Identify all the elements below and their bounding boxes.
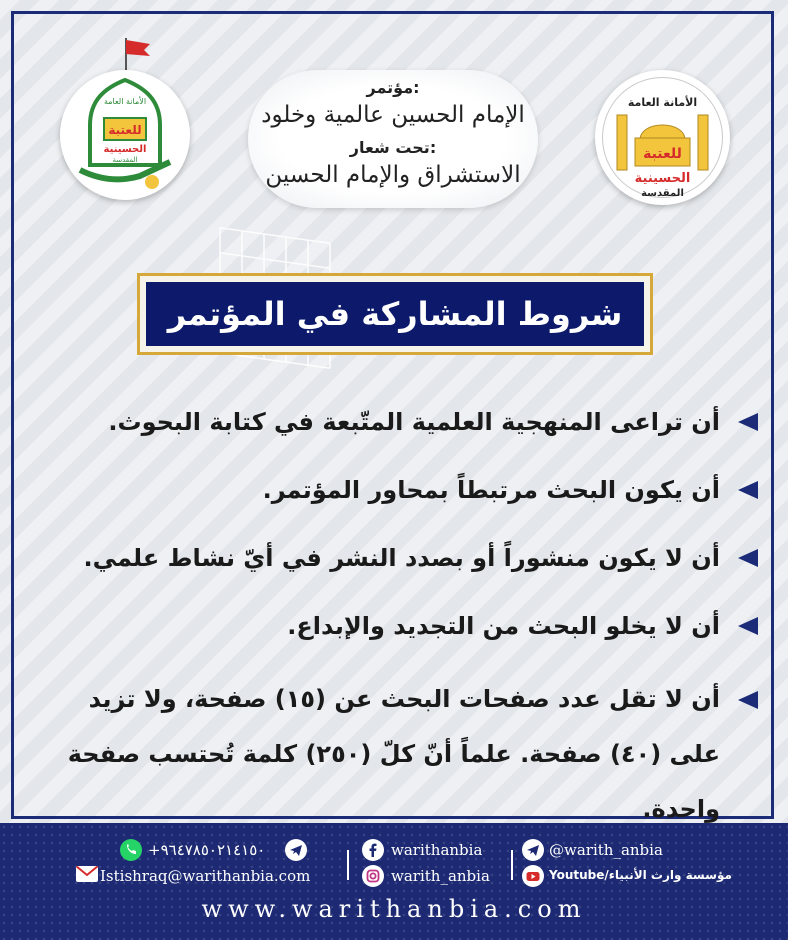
email-address[interactable]: Istishraq@warithanbia.com	[100, 867, 311, 885]
triangle-bullet-icon	[738, 481, 758, 499]
list-item: أن لا تقل عدد صفحات البحث عن (١٥) صفحة، ولا تزيد على (٤٠) صفحة. علماً أنّ كلّ (٢٥٠) كلمة تُحتسب صفحة واحدة.	[60, 672, 760, 837]
youtube-channel[interactable]: Youtube/مؤسسة وارث الأنبياء	[549, 868, 732, 882]
slogan-label: تحت شعار:	[349, 138, 437, 157]
youtube-icon[interactable]	[521, 864, 545, 888]
shrine-emblem-icon	[60, 70, 190, 200]
triangle-bullet-icon	[738, 691, 758, 709]
facebook-handle[interactable]: warithanbia	[391, 841, 483, 859]
conditions-list	[60, 400, 760, 861]
svg-text:المقدسة: المقدسة	[641, 188, 684, 199]
instagram-handle[interactable]: warith_anbia	[391, 867, 490, 885]
section-title-box	[137, 273, 653, 355]
triangle-bullet-icon	[738, 549, 758, 567]
divider	[511, 850, 513, 880]
shrine-minaret-icon	[595, 70, 730, 205]
whatsapp-icon[interactable]	[119, 838, 143, 862]
conference-slogan: الاستشراق والإمام الحسين	[265, 162, 521, 188]
list-item: أن يكون البحث مرتبطاً بمحاور المؤتمر.	[60, 468, 760, 512]
divider	[347, 850, 349, 880]
svg-text:الحسينية: الحسينية	[634, 171, 691, 186]
email-icon	[76, 866, 98, 882]
website-url[interactable]: www.warithanbia.com	[201, 895, 587, 923]
svg-text:للعتبة: للعتبة	[108, 123, 142, 137]
list-item: أن تراعى المنهجية العلمية المتّبعة في كتابة البحوث.	[60, 400, 760, 444]
triangle-bullet-icon	[738, 413, 758, 431]
conference-label: مؤتمر:	[366, 78, 420, 97]
telegram-icon[interactable]	[521, 838, 545, 862]
section-title: شروط المشاركة في المؤتمر	[167, 295, 623, 333]
telegram-icon[interactable]	[284, 838, 308, 862]
triangle-bullet-icon	[738, 617, 758, 635]
svg-text:الأمانة العامة: الأمانة العامة	[627, 96, 698, 109]
list-item: أن لا يكون منشوراً أو بصدد النشر في أيّ نشاط علمي.	[60, 536, 760, 580]
conference-name: الإمام الحسين عالمية وخلود	[261, 102, 525, 128]
instagram-icon[interactable]	[361, 864, 385, 888]
conference-banner	[248, 70, 538, 208]
logo-left	[60, 70, 190, 200]
phone-number[interactable]: +٩٦٤٧٨٥٠٢١٤١٥٠	[148, 841, 266, 859]
list-item: أن لا يخلو البحث من التجديد والإبداع.	[60, 604, 760, 648]
facebook-icon[interactable]	[361, 838, 385, 862]
telegram-handle[interactable]: @warith_anbia	[549, 841, 663, 859]
svg-text:المقدسة: المقدسة	[112, 156, 138, 164]
svg-text:الحسينية: الحسينية	[103, 144, 147, 155]
logo-right	[595, 70, 730, 205]
svg-text:للعتبة: للعتبة	[643, 146, 682, 162]
svg-text:الأمانة العامة: الأمانة العامة	[103, 97, 147, 106]
